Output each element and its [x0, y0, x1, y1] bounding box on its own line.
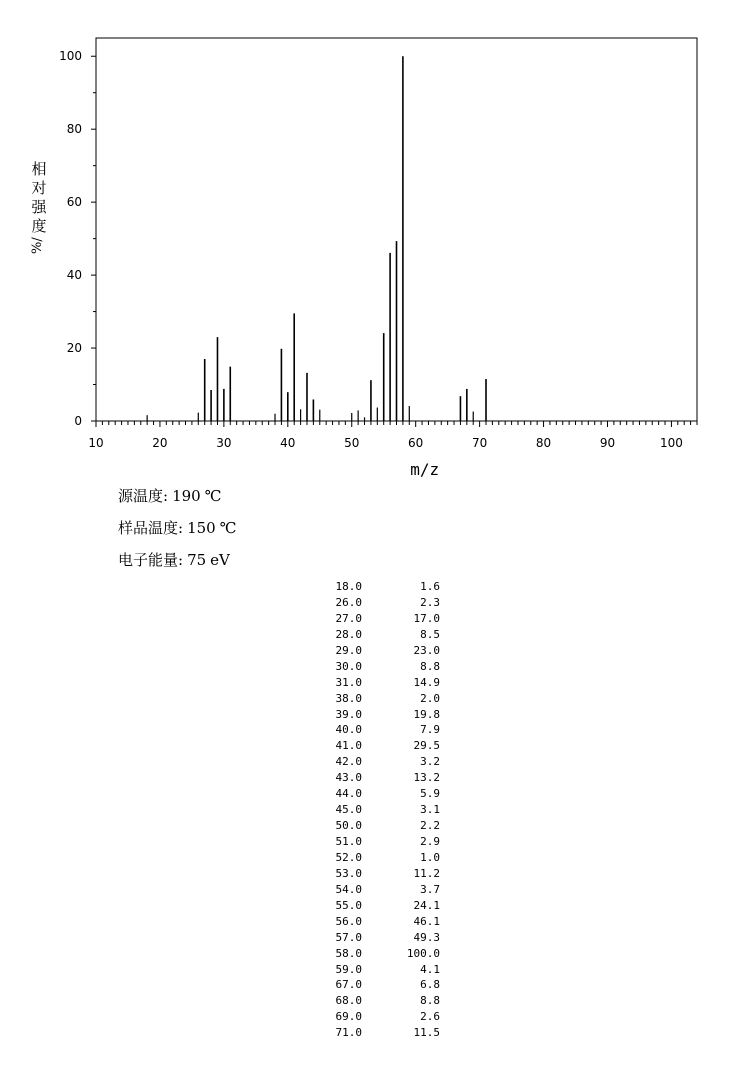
- y-tick-label: 0: [74, 414, 82, 428]
- peak-intensity-cell: 2.3: [420, 595, 440, 609]
- peak-mz-cell: 54.0: [335, 882, 362, 896]
- table-row: [320, 643, 440, 659]
- table-row: [320, 595, 440, 611]
- peak-mz-cell: 42.0: [335, 755, 362, 769]
- table-row: [320, 850, 440, 866]
- peak-mz-cell: 56.0: [335, 914, 362, 928]
- source-temperature-value: 190: [172, 487, 201, 505]
- table-row: [320, 691, 440, 707]
- mass-spectrum-chart: [0, 0, 737, 480]
- electron-energy-unit: eV: [210, 551, 230, 569]
- x-tick-label: 70: [471, 436, 488, 450]
- table-row: [320, 675, 440, 691]
- sample-temperature-row: [118, 516, 240, 548]
- y-tick-label: 60: [66, 195, 82, 210]
- peak-intensity-cell: 2.0: [420, 691, 440, 705]
- table-row: [320, 659, 440, 675]
- table-row: [320, 786, 440, 802]
- peak-mz-cell: 69.0: [335, 1010, 362, 1024]
- peak-intensity-cell: 5.9: [420, 787, 440, 801]
- peak-intensity-cell: 8.8: [420, 994, 440, 1008]
- peak-list-table: [320, 579, 440, 1041]
- y-axis-label-unit: %/: [30, 237, 45, 254]
- peak-mz-cell: 67.0: [335, 978, 362, 992]
- peak-mz-cell: 40.0: [335, 723, 362, 737]
- peak-intensity-cell: 23.0: [413, 643, 440, 657]
- peak-intensity-cell: 6.8: [420, 978, 440, 992]
- x-tick-label: 60: [408, 436, 424, 450]
- sample-temperature-value: 150: [187, 519, 216, 537]
- peak-intensity-cell: 2.2: [420, 819, 440, 833]
- peak-mz-cell: 29.0: [335, 643, 362, 657]
- table-row: [320, 898, 440, 914]
- x-tick-label: 100: [659, 436, 683, 450]
- table-row: [320, 1009, 440, 1025]
- source-temperature-label: 源温度:: [118, 487, 169, 505]
- peak-mz-cell: 27.0: [335, 611, 362, 625]
- peak-intensity-cell: 1.6: [420, 580, 440, 593]
- peak-mz-cell: 52.0: [335, 850, 362, 864]
- peak-mz-cell: 50.0: [335, 819, 362, 833]
- peak-intensity-cell: 11.2: [413, 866, 440, 880]
- table-row: [320, 914, 440, 930]
- peak-mz-cell: 55.0: [335, 898, 362, 912]
- sample-temperature-label: 样品温度:: [118, 519, 184, 537]
- table-row: [320, 579, 440, 595]
- table-row: [320, 930, 440, 946]
- peak-intensity-cell: 17.0: [413, 611, 440, 625]
- peak-mz-cell: 71.0: [335, 1026, 362, 1040]
- peak-intensity-cell: 3.2: [420, 755, 440, 769]
- x-tick-label: 90: [599, 436, 616, 450]
- y-tick-label: 40: [66, 268, 82, 283]
- acquisition-parameters: [118, 484, 240, 580]
- table-row: [320, 1025, 440, 1041]
- peak-mz-cell: 18.0: [335, 580, 362, 593]
- peak-intensity-cell: 100.0: [406, 946, 440, 960]
- peak-intensity-cell: 1.0: [420, 850, 440, 864]
- y-tick-label: 100: [59, 49, 82, 64]
- y-tick-label: 80: [66, 122, 82, 137]
- table-row: [320, 722, 440, 738]
- table-row: [320, 993, 440, 1009]
- peak-intensity-cell: 3.7: [420, 882, 440, 896]
- table-row: [320, 802, 440, 818]
- peak-mz-cell: 38.0: [335, 691, 362, 705]
- peak-intensity-cell: 46.1: [413, 914, 440, 928]
- source-temperature-row: [118, 484, 240, 516]
- peak-mz-cell: 53.0: [335, 866, 362, 880]
- peak-mz-cell: 59.0: [335, 962, 362, 976]
- table-row: [320, 882, 440, 898]
- peak-mz-cell: 39.0: [335, 707, 362, 721]
- peak-intensity-cell: 2.6: [420, 1010, 440, 1024]
- peak-intensity-cell: 8.5: [420, 627, 440, 641]
- table-row: [320, 818, 440, 834]
- x-tick-label: 80: [535, 436, 552, 450]
- peak-mz-cell: 57.0: [335, 930, 362, 944]
- table-row: [320, 738, 440, 754]
- peak-intensity-cell: 11.5: [413, 1026, 440, 1040]
- table-row: [320, 707, 440, 723]
- peak-mz-cell: 31.0: [335, 675, 362, 689]
- peak-intensity-cell: 49.3: [413, 930, 440, 944]
- x-tick-label: 10: [88, 436, 104, 450]
- peak-mz-cell: 58.0: [335, 946, 362, 960]
- electron-energy-value: 75: [187, 551, 207, 569]
- sample-temperature-unit: ℃: [219, 519, 237, 537]
- source-temperature-unit: ℃: [204, 487, 222, 505]
- y-axis-label: [29, 160, 49, 257]
- peak-intensity-cell: 3.1: [420, 803, 440, 817]
- peak-intensity-cell: 8.8: [420, 659, 440, 673]
- x-tick-label: 30: [216, 436, 232, 450]
- y-tick-label: 20: [66, 341, 82, 356]
- table-row: [320, 627, 440, 643]
- peak-intensity-cell: 13.2: [413, 771, 440, 785]
- x-tick-label: 40: [280, 436, 296, 450]
- table-row: [320, 946, 440, 962]
- table-row: [320, 834, 440, 850]
- peak-intensity-cell: 4.1: [420, 962, 440, 976]
- peak-intensity-cell: 2.9: [420, 835, 440, 848]
- table-row: [320, 866, 440, 882]
- table-row: [320, 611, 440, 627]
- peak-mz-cell: 26.0: [335, 595, 362, 609]
- peak-mz-cell: 41.0: [335, 739, 362, 753]
- x-axis-label: m/z: [410, 460, 440, 479]
- peak-intensity-cell: 24.1: [413, 898, 440, 912]
- peak-mz-cell: 28.0: [335, 627, 362, 641]
- table-row: [320, 754, 440, 770]
- peak-intensity-cell: 29.5: [413, 739, 440, 753]
- x-tick-label: 50: [344, 436, 360, 450]
- peak-mz-cell: 30.0: [335, 659, 362, 673]
- y-axis-label-text: 相对强度: [31, 160, 47, 235]
- peak-intensity-cell: 7.9: [420, 723, 440, 737]
- table-row: [320, 962, 440, 978]
- table-row: [320, 977, 440, 993]
- peak-mz-cell: 45.0: [335, 803, 362, 817]
- table-row: [320, 770, 440, 786]
- electron-energy-label: 电子能量:: [118, 551, 184, 569]
- x-tick-label: 20: [152, 436, 168, 450]
- peak-intensity-cell: 19.8: [413, 707, 440, 721]
- peak-mz-cell: 44.0: [335, 787, 362, 801]
- electron-energy-row: [118, 548, 240, 580]
- peak-intensity-cell: 14.9: [413, 675, 440, 689]
- peak-mz-cell: 43.0: [335, 771, 362, 785]
- peak-mz-cell: 68.0: [335, 994, 362, 1008]
- peak-mz-cell: 51.0: [335, 835, 362, 848]
